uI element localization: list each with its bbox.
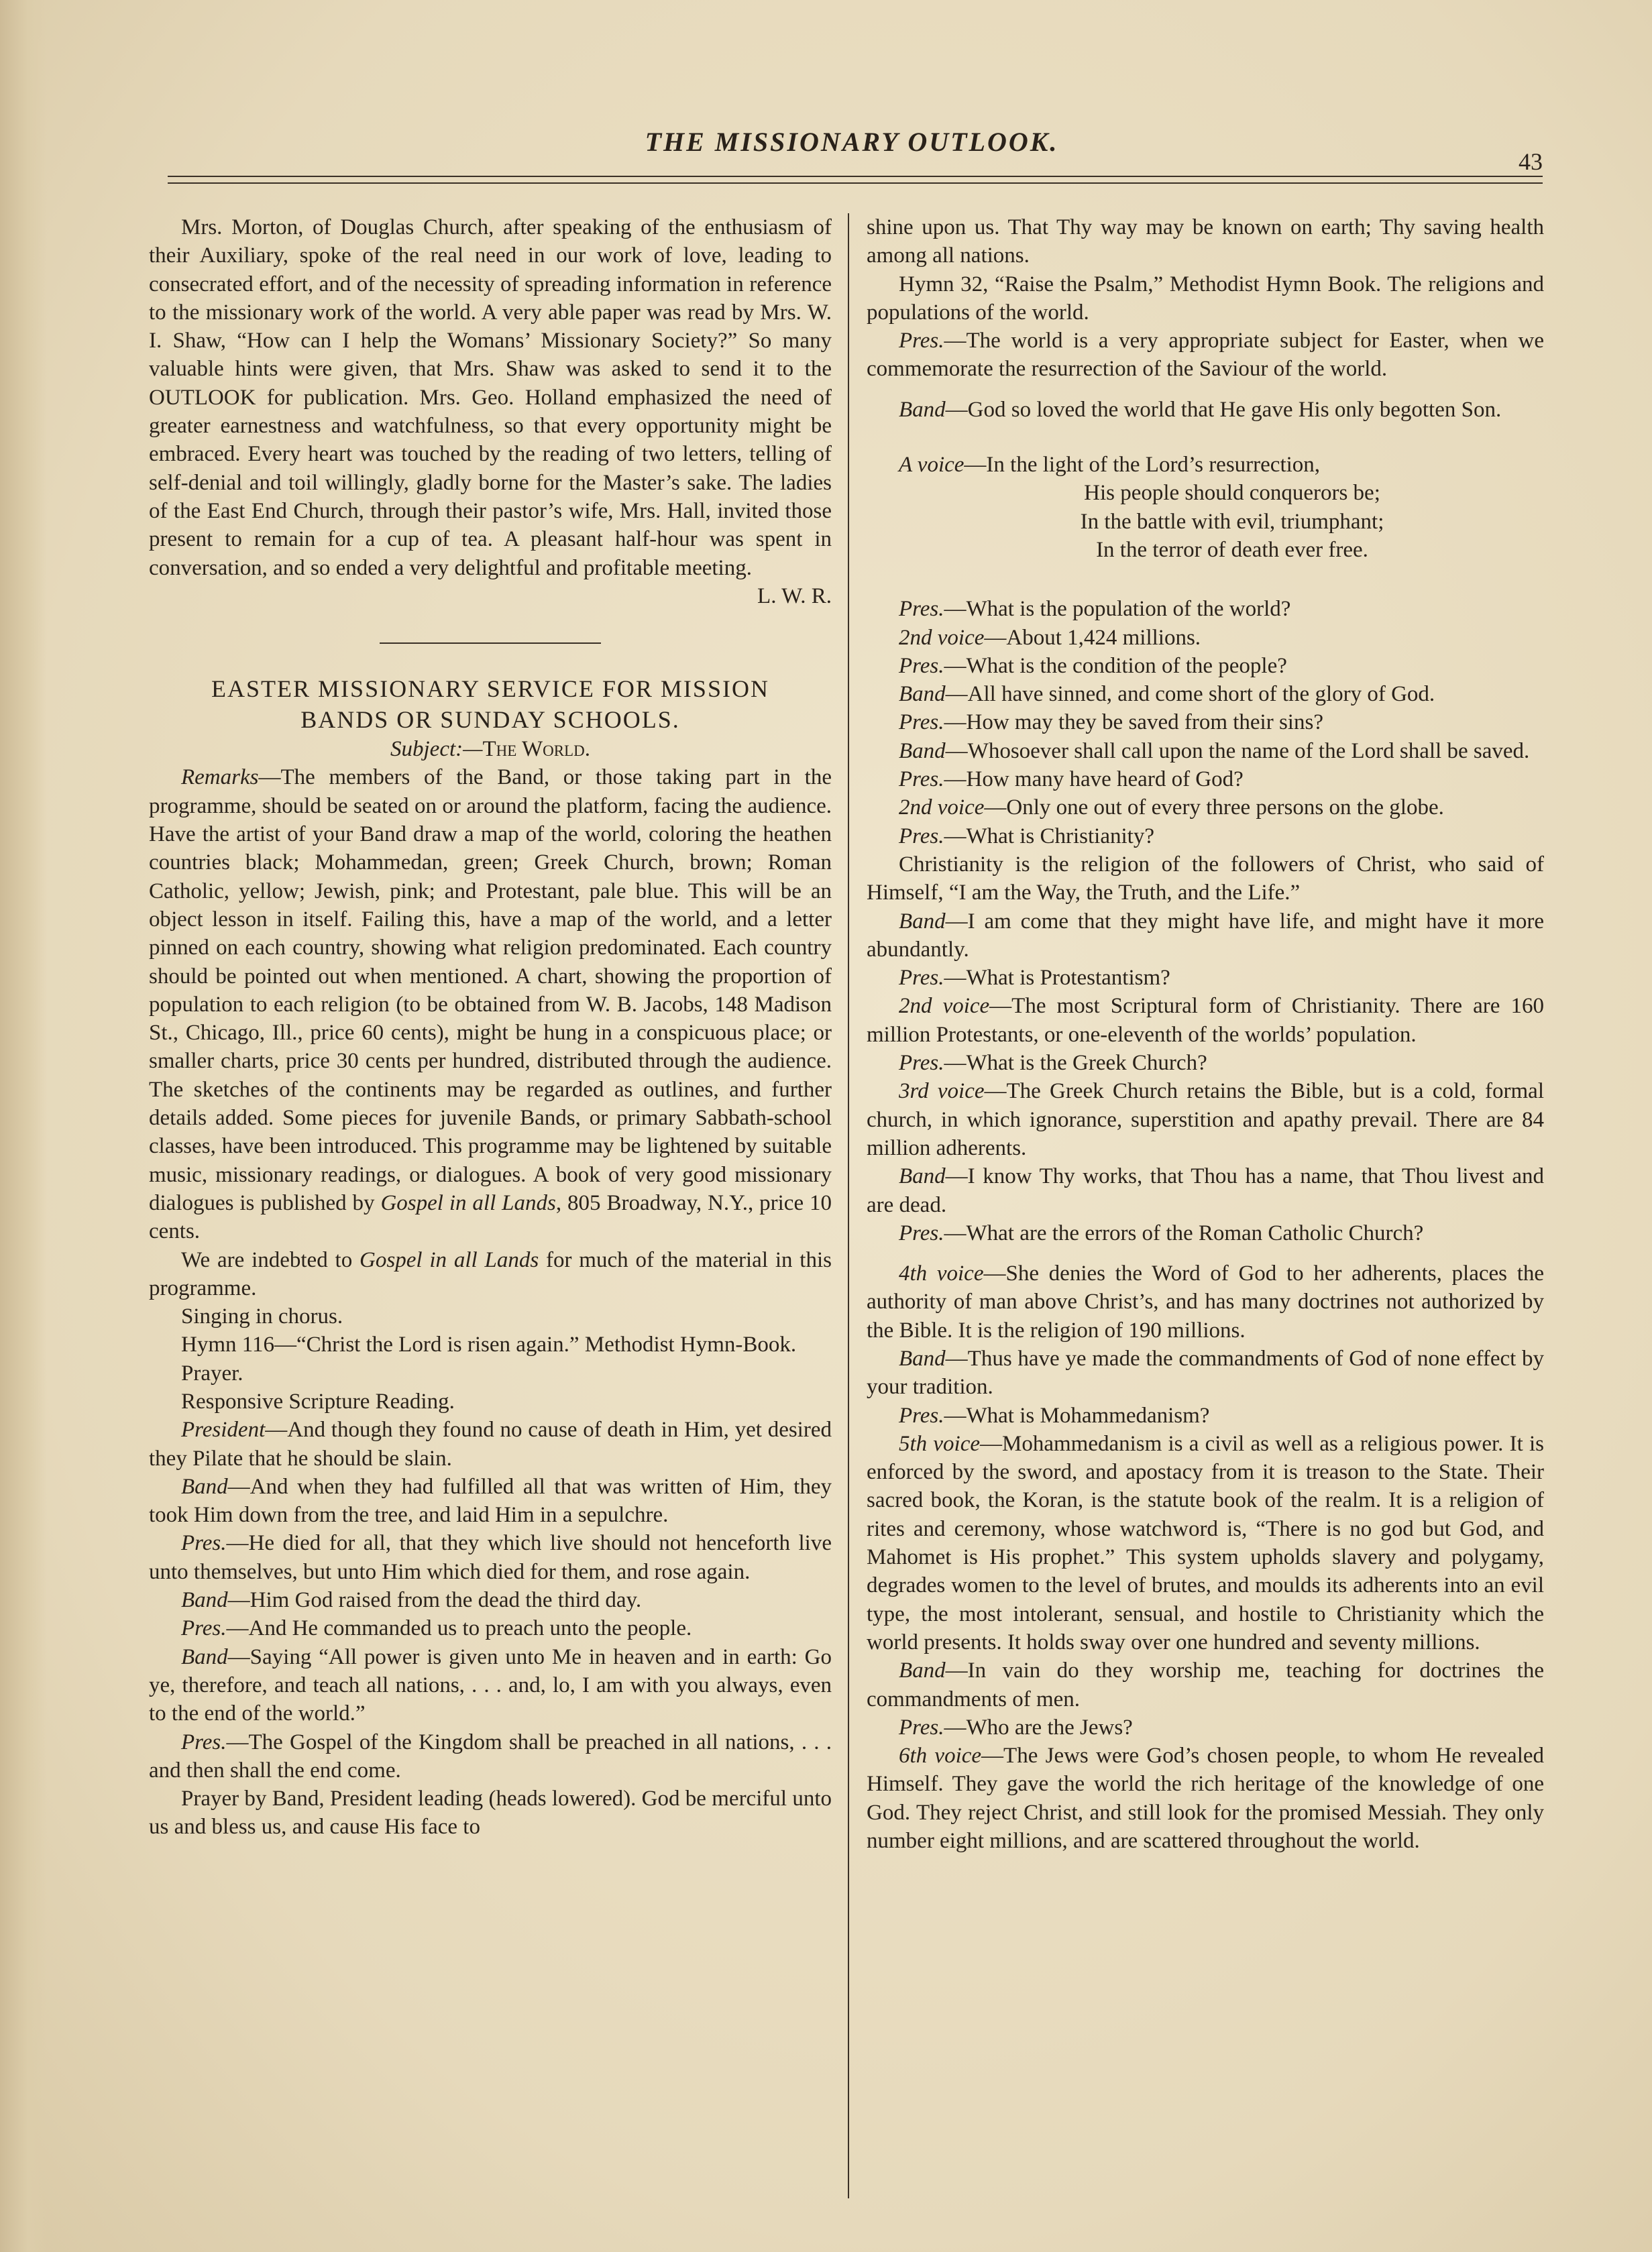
responsive-reading-line: Responsive Scripture Reading. xyxy=(181,1389,455,1414)
speaker-label: Band xyxy=(899,1164,946,1189)
continuation-text: shine upon us. That Thy way may be known on earth; Thy saving health among all nations. xyxy=(867,215,1544,268)
dialogue-text: —Only one out of every three persons on the globe. xyxy=(984,795,1444,820)
speaker-label: Pres. xyxy=(899,329,944,353)
speaker-label: Pres. xyxy=(899,824,944,848)
dialogue-text: —What is Protestantism? xyxy=(944,966,1170,991)
dialogue-line xyxy=(867,964,1544,992)
dialogue-text: —Saying “All power is given unto Me in heaven and in earth: Go ye, therefore, and teach all nations, . . . and, lo, I am with you always, even to the end of the world.” xyxy=(149,1644,832,1726)
dialogue-line xyxy=(867,396,1544,424)
dialogue-text: —What is the population of the world? xyxy=(944,597,1291,622)
dialogue-text: —The Jews were God’s chosen people, to whom He revealed Himself. They gave the world the rich heritage of the knowledge of one God. They reject Christ, and still look for the promised Messiah. They only number eight millions, and are scattered throughout the world. xyxy=(867,1744,1545,1854)
report-signature: L. W. R. xyxy=(757,583,832,608)
header-rule-bottom xyxy=(168,182,1543,184)
poem xyxy=(867,451,1544,564)
dialogue-line xyxy=(149,1473,832,1530)
dialogue-line xyxy=(149,1728,832,1785)
dialogue-text: —All have sinned, and come short of the glory of God. xyxy=(945,682,1435,707)
dialogue-line xyxy=(867,1402,1544,1430)
speaker-label: Pres. xyxy=(181,1616,227,1641)
dialogue-line xyxy=(867,1049,1544,1077)
singing-line: Singing in chorus. xyxy=(181,1304,343,1329)
dialogue-line xyxy=(867,1162,1544,1219)
dialogue-line xyxy=(867,595,1544,623)
speaker-label: Band xyxy=(181,1644,228,1669)
speaker-label: Pres. xyxy=(899,1715,944,1740)
dialogue-line xyxy=(149,1614,832,1642)
speaker-label: Band xyxy=(181,1588,228,1613)
dialogue-line xyxy=(867,624,1544,652)
speaker-label: Pres. xyxy=(899,710,944,735)
section-divider xyxy=(380,642,601,644)
hymn-32-line: Hymn 32, “Raise the Psalm,” Methodist Hymn Book. The religions and populations of the world. xyxy=(867,272,1544,325)
remarks-text: —The members of the Band, or those taking part in the programme, should be seated on or around the platform, facing the audience. Have the artist of your Band draw a map of the world, coloring the heathen countries black; Mohammedan, green; Greek Church, brown; Roman Catholic, yellow; Jewish, pink; and Protestant, pale blue. This will be an object lesson in itself. Failing this, have a map of the world, and a letter pinned on each country, showing what religion predominated. Each country should be pointed out when mentioned. A chart, showing the proportion of population to each religion (to be obtained from W. B. Jacobs, 148 Madison St., Chicago, Ill., price 60 cents), might be hung in a conspicuous place; or smaller charts, price 30 cents per hundred, distributed through the audience. The sketches of the continents may be regarded as outlines, and further details added. Some pieces for juvenile Bands, or primary Sabbath-school classes, have been introduced. This programme may be lightened by suitable music, missionary readings, or dialogues. A book of very good missionary dialogues is published by xyxy=(149,765,832,1215)
speaker-label: 2nd voice xyxy=(899,795,985,820)
running-title: THE MISSIONARY OUTLOOK. xyxy=(645,127,1059,157)
spacer xyxy=(867,583,1544,595)
dialogue-text: —And He commanded us to preach unto the people. xyxy=(226,1616,692,1641)
dialogue-text: —Who are the Jews? xyxy=(944,1715,1133,1740)
dialogue-text: —Thus have ye made the commandments of God of none effect by your tradition. xyxy=(867,1346,1544,1400)
dialogue-line xyxy=(867,1713,1544,1742)
speaker-label: Pres. xyxy=(899,1403,944,1428)
dialogue-line xyxy=(867,1219,1544,1247)
speaker-label: Pres. xyxy=(181,1531,227,1556)
dialogue-text: —The Gospel of the Kingdom shall be preached in all nations, . . . and then shall the end come. xyxy=(149,1730,832,1783)
dialogue-line xyxy=(867,765,1544,793)
speaker-label: A voice xyxy=(899,453,965,477)
remarks-paragraph xyxy=(149,763,832,1245)
poem-line: His people should conquerors be; xyxy=(1084,481,1380,506)
report-paragraph: Mrs. Morton, of Douglas Church, after speaking of the enthusiasm of their Auxiliary, spoke of the real need in our work of love, leading to consecrated effort, and of the necessity of spreading information in reference to the missionary work of the world. A very able paper was read by Mrs. W. I. Shaw, “How can I help the Womans’ Missionary Society?” So many valuable hints were given, that Mrs. Shaw was asked to send it to the OUTLOOK for publication. Mrs. Geo. Holland emphasized the need of greater earnestness and watchfulness, so that every opportunity might be embraced. Every heart was touched by the reading of two letters, telling of self-denial and toil willingly, gladly borne for the Master’s sake. The ladies of the East End Church, through their pastor’s wife, Mrs. Hall, invited those present to remain for a cup of tea. A pleasant half-hour was spent in conversation, and so ended a very delightful and profitable meeting. xyxy=(149,215,832,580)
speaker-label: 4th voice xyxy=(899,1261,984,1286)
dialogue-line xyxy=(149,1529,832,1586)
prayer-line: Prayer. xyxy=(181,1361,243,1386)
dialogue-text: —In vain do they worship me, teaching for doctrines the commandments of men. xyxy=(867,1658,1544,1711)
dialogue-line xyxy=(867,1345,1544,1402)
dialogue-text: —What is the Greek Church? xyxy=(944,1051,1207,1076)
hymn-116-line: Hymn 116—“Christ the Lord is risen again.” Methodist Hymn-Book. xyxy=(181,1333,797,1357)
subject-label: Subject:— xyxy=(390,737,483,762)
dialogue-line xyxy=(867,1742,1544,1855)
dialogue-text: —What are the errors of the Roman Catholic Church? xyxy=(944,1221,1424,1245)
closing-prayer: Prayer by Band, President leading (heads lowered). God be merciful unto us and bless us, and cause His face to xyxy=(149,1787,832,1840)
speaker-label: Pres. xyxy=(899,966,944,991)
speaker-label: 3rd voice xyxy=(899,1079,985,1104)
subject-line xyxy=(149,735,832,763)
section-title xyxy=(149,673,832,735)
speaker-label: Pres. xyxy=(181,1730,227,1754)
dialogue-text: —About 1,424 millions. xyxy=(984,625,1201,650)
dialogue-line xyxy=(867,822,1544,850)
speaker-label: Band xyxy=(899,397,946,422)
dialogue-text: —Him God raised from the dead the third day. xyxy=(227,1588,642,1613)
dialogue-text: —And when they had fulfilled all that was written of Him, they took Him down from the tree, and laid Him in a sepulchre. xyxy=(149,1474,832,1528)
speaker-label: Band xyxy=(899,738,946,763)
section-title-line2: BANDS OR SUNDAY SCHOOLS. xyxy=(300,706,680,734)
dialogue-line xyxy=(149,1416,832,1473)
speaker-label: Band xyxy=(181,1474,228,1499)
speaker-label: Pres. xyxy=(899,1221,944,1245)
dialogue-text: —Mohammedanism is a civil as well as a religious power. It is enforced by the sword, and apostacy from it is treason to the State. Their sacred book, the Koran, is the statute book of the realm. It is a religion of rites and ceremony, whose watchword is, “There is no god but God, and Mahomet is His prophet.” This system upholds slavery and polygamy, degrades women to the level of brutes, and moulds its adherents into an evil type, the most intolerant, sensual, and hostile to Christianity which the world presents. It holds sway over one hundred and seventy millions. xyxy=(867,1431,1544,1654)
speaker-label: Pres. xyxy=(899,597,944,622)
dialogue-text: —She denies the Word of God to her adherents, places the authority of man above Christ’s, and has many doctrines not authorized by the Bible. It is the religion of 190 millions. xyxy=(867,1261,1545,1343)
speaker-label: 5th voice xyxy=(899,1431,980,1456)
speaker-label: 6th voice xyxy=(899,1744,982,1768)
section-title-line1: EASTER MISSIONARY SERVICE FOR MISSION xyxy=(211,675,769,703)
speaker-label: 2nd voice xyxy=(899,625,985,650)
dialogue-line xyxy=(867,1430,1544,1656)
remarks-label: Remarks xyxy=(181,765,259,790)
speaker-label: Pres. xyxy=(899,653,944,678)
dialogue-text: —I am come that they might have life, and might have it more abundantly. xyxy=(867,909,1544,962)
indebted-book: Gospel in all Lands xyxy=(360,1247,539,1272)
dialogue-text: —I know Thy works, that Thou has a name, that Thou livest and are dead. xyxy=(867,1164,1544,1217)
remarks-book: Gospel in all Lands xyxy=(380,1190,556,1215)
dialogue-line xyxy=(867,850,1544,907)
dialogue-text: —What is the condition of the people? xyxy=(944,653,1287,678)
poem-line: In the terror of death ever free. xyxy=(1096,537,1368,562)
right-column xyxy=(867,213,1544,1855)
page-header xyxy=(161,121,1543,175)
speaker-label: 2nd voice xyxy=(899,994,990,1019)
dialogue-text: —He died for all, that they which live should not henceforth live unto themselves, but unto Him which died for them, and rose again. xyxy=(149,1531,832,1584)
poem-line: In the battle with evil, triumphant; xyxy=(1080,509,1384,534)
poem-line-text: —In the light of the Lord’s resurrection, xyxy=(964,453,1321,477)
dialogue-line xyxy=(867,907,1544,964)
speaker-label: Band xyxy=(899,682,946,707)
dialogue-line xyxy=(867,1656,1544,1713)
dialogue-text: —The most Scriptural form of Christianity. There are 160 million Protestants, or one-eleventh of the worlds’ population. xyxy=(867,994,1544,1047)
speaker-label: Band xyxy=(899,1346,946,1371)
header-rule-top xyxy=(168,176,1543,177)
dialogue-text: —The world is a very appropriate subject for Easter, when we commemorate the resurrection of the Saviour of the world. xyxy=(867,329,1544,382)
speaker-label: Band xyxy=(899,909,946,934)
dialogue-text: —How may they be saved from their sins? xyxy=(944,710,1323,735)
dialogue-line xyxy=(149,1643,832,1728)
dialogue-line xyxy=(149,1586,832,1614)
dialogue-line xyxy=(867,708,1544,736)
dialogue-text: —Whosoever shall call upon the name of the Lord shall be saved. xyxy=(945,738,1530,763)
indebted-paragraph xyxy=(149,1246,832,1303)
dialogue-line xyxy=(867,1259,1544,1345)
dialogue-text: —How many have heard of God? xyxy=(944,767,1244,792)
subject-value: The World. xyxy=(482,737,590,762)
remarks-tail: , 805 Broadway, N.Y., price 10 cents. xyxy=(149,1190,832,1244)
dialogue-line xyxy=(867,992,1544,1049)
speaker-label: President xyxy=(181,1418,266,1443)
dialogue-text: —The Greek Church retains the Bible, but is a cold, formal church, in which ignorance, superstition and apathy prevail. There are 84 million adherents. xyxy=(867,1079,1544,1160)
page-edge-shadow xyxy=(0,0,47,2252)
dialogue-text: —And though they found no cause of death in Him, yet desired they Pilate that he should be slain. xyxy=(149,1418,832,1471)
dialogue-text: —What is Mohammedanism? xyxy=(944,1403,1210,1428)
indebted-head: We are indebted to xyxy=(181,1247,360,1272)
speaker-label: Pres. xyxy=(899,1051,944,1076)
dialogue-text: —What is Christianity? xyxy=(944,824,1154,848)
dialogue-text: —God so loved the world that He gave His only begotten Son. xyxy=(945,397,1502,422)
page-number: 43 xyxy=(1519,148,1543,175)
dialogue-line xyxy=(867,652,1544,680)
dialogue-line xyxy=(867,793,1544,822)
dialogue-line xyxy=(867,1077,1544,1162)
indebted-tail: for much of the material in this programme. xyxy=(149,1247,832,1300)
dialogue-line xyxy=(867,680,1544,708)
speaker-label: Band xyxy=(899,1658,946,1683)
dialogue-text: Christianity is the religion of the followers of Christ, who said of Himself, “I am the Way, the Truth, and the Life.” xyxy=(867,852,1544,905)
dialogue-line xyxy=(867,327,1544,384)
speaker-label: Pres. xyxy=(899,767,944,792)
left-column xyxy=(149,213,832,1842)
poem-line xyxy=(867,451,1544,479)
column-divider xyxy=(848,213,849,2198)
dialogue-line xyxy=(867,737,1544,765)
